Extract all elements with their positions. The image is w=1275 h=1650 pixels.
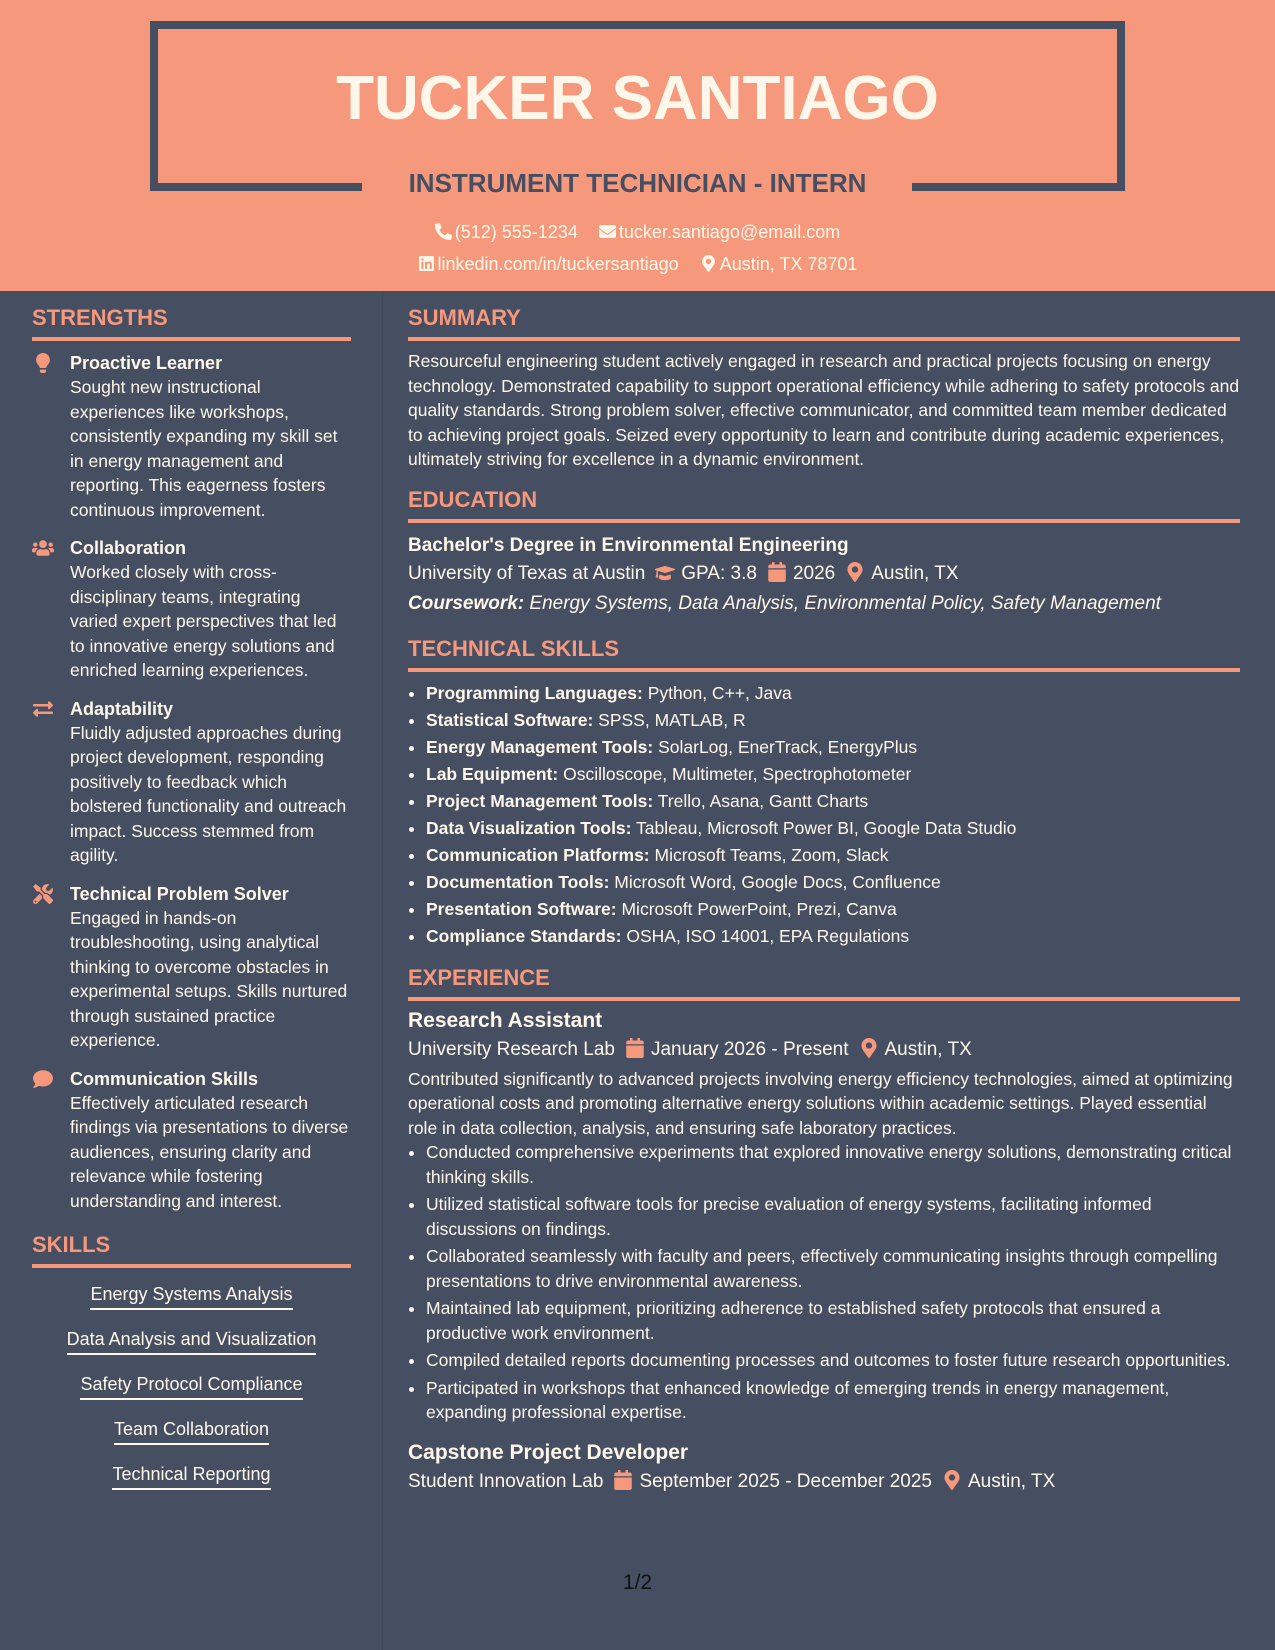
contact-row-1 xyxy=(0,220,1275,244)
technical-skill-item xyxy=(426,788,1240,815)
skill-values: Microsoft PowerPoint, Prezi, Canva xyxy=(621,898,897,919)
strength-item xyxy=(32,882,351,1053)
experience-heading: EXPERIENCE xyxy=(408,964,1240,1001)
contact-row-2 xyxy=(0,252,1275,276)
job-bullet: • Compiled detailed reports documenting processes and outcomes to foster future research opportunities. xyxy=(426,1348,1240,1373)
skill-values: Microsoft Word, Google Docs, Confluence xyxy=(614,871,941,892)
summary-heading: SUMMARY xyxy=(408,304,1240,341)
right-column xyxy=(408,304,1240,1497)
calendar-icon xyxy=(625,1038,645,1058)
technical-skills-heading: TECHNICAL SKILLS xyxy=(408,635,1240,672)
graduation-cap-icon xyxy=(655,562,675,582)
skill-category: Statistical Software: xyxy=(426,709,594,730)
skill-category: Programming Languages: xyxy=(426,682,643,703)
experience-entry xyxy=(408,1439,1240,1497)
job-bullet: • Participated in workshops that enhanced knowledge of emerging trends in energy management, expanding professional expertise. xyxy=(426,1376,1240,1425)
skill-item: Energy Systems Analysis xyxy=(90,1282,292,1310)
phone-icon xyxy=(435,223,452,240)
strength-item xyxy=(32,351,351,522)
job-location: Austin, TX xyxy=(968,1470,1056,1492)
school-name: University of Texas at Austin xyxy=(408,562,646,584)
coursework-text: Energy Systems, Data Analysis, Environmental Policy, Safety Management xyxy=(529,592,1161,614)
technical-skill-item xyxy=(426,896,1240,923)
job-dates: September 2025 - December 2025 xyxy=(639,1470,932,1492)
skill-category: Presentation Software: xyxy=(426,898,617,919)
job-location: Austin, TX xyxy=(884,1038,972,1060)
linkedin-contact[interactable] xyxy=(418,252,679,276)
map-pin-icon xyxy=(942,1470,962,1490)
job-dates: January 2026 - Present xyxy=(650,1038,849,1060)
tools-icon xyxy=(32,884,54,904)
calendar-icon xyxy=(613,1470,633,1490)
strength-description: Effectively articulated research findings via presentations to diverse audiences, ensuring clarity and relevance while fostering understanding and interest. xyxy=(70,1092,349,1211)
technical-skill-item xyxy=(426,815,1240,842)
candidate-name: TUCKER SANTIAGO xyxy=(336,64,939,133)
technical-skill-item xyxy=(426,923,1240,950)
skill-category: Project Management Tools: xyxy=(426,790,654,811)
strength-description: Sought new instructional experiences like workshops, consistently expanding my skill set in energy management and reporting. This eagerness fosters continuous improvement. xyxy=(70,377,338,520)
coursework-line xyxy=(408,589,1240,619)
summary-text: Resourceful engineering student actively engaged in research and practical projects focusing on energy technology. Demonstrated capability to support operational efficiency while adhering to safety protocols and quality standards. Strong problem solver, effective communicator, and committed team member dedicated to achieving project goals. Seized every opportunity to learn and contribute during academic experiences, ultimately striving for excellence in a dynamic environment. xyxy=(408,351,1240,469)
skill-category: Lab Equipment: xyxy=(426,763,559,784)
graduation-year: 2026 xyxy=(792,562,836,584)
skill-item: Technical Reporting xyxy=(112,1462,270,1490)
strengths-heading: STRENGTHS xyxy=(32,304,351,341)
email-text: tucker.santiago@email.com xyxy=(618,222,841,242)
strength-description: Fluidly adjusted approaches during project development, responding positively to feedback which bolstered functionality and outreach impact. Success stemmed from agility. xyxy=(70,722,347,865)
speech-bubble-icon xyxy=(32,1069,54,1089)
skill-item: Safety Protocol Compliance xyxy=(80,1372,302,1400)
strength-title: Adaptability xyxy=(70,698,174,719)
linkedin-icon xyxy=(418,255,435,272)
job-bullets xyxy=(408,1140,1240,1425)
skill-values: Trello, Asana, Gantt Charts xyxy=(657,790,869,811)
skill-values: Python, C++, Java xyxy=(647,682,792,703)
left-column xyxy=(32,304,351,1507)
education-entry xyxy=(408,533,1240,619)
job-bullet: • Utilized statistical software tools for precise evaluation of energy systems, facilitating informed discussions on findings. xyxy=(426,1192,1240,1241)
experience-entry xyxy=(408,1007,1240,1425)
job-organization: Student Innovation Lab xyxy=(408,1470,604,1492)
skill-values: SolarLog, EnerTrack, EnergyPlus xyxy=(658,736,918,757)
technical-skills-list xyxy=(408,680,1240,950)
technical-skill-item xyxy=(426,842,1240,869)
linkedin-text: linkedin.com/in/tuckersantiago xyxy=(437,254,679,274)
job-description: Contributed significantly to advanced projects involving energy efficiency technologies, aimed at optimizing operational costs and promoting alternative energy solutions within academic settings. Played essential role in data collection, analysis, and ensuring safe laboratory practices. xyxy=(408,1068,1233,1138)
location-contact xyxy=(700,252,858,276)
users-icon xyxy=(32,538,54,558)
job-meta xyxy=(408,1467,1240,1497)
phone-contact[interactable] xyxy=(435,220,578,244)
strength-description: Worked closely with cross-disciplinary teams, integrating varied expert perspectives that led to innovative energy solutions and enriched learning experiences. xyxy=(70,562,337,680)
strengths-list xyxy=(32,351,351,1213)
map-pin-icon xyxy=(700,255,717,272)
skills-list xyxy=(32,1282,351,1507)
skill-values: SPSS, MATLAB, R xyxy=(598,709,746,730)
skill-values: Oscilloscope, Multimeter, Spectrophotometer xyxy=(563,763,912,784)
technical-skill-item xyxy=(426,869,1240,896)
resume-header xyxy=(0,0,1275,291)
skill-item: Team Collaboration xyxy=(114,1417,269,1445)
strength-item xyxy=(32,1067,351,1214)
education-location: Austin, TX xyxy=(871,562,959,584)
strength-title: Collaboration xyxy=(70,538,186,558)
job-organization: University Research Lab xyxy=(408,1038,615,1060)
envelope-icon xyxy=(599,223,616,240)
column-divider xyxy=(382,291,383,1650)
skill-category: Documentation Tools: xyxy=(426,871,610,892)
job-role: Capstone Project Developer xyxy=(408,1440,689,1464)
phone-text: (512) 555-1234 xyxy=(454,222,578,242)
skill-category: Compliance Standards: xyxy=(426,925,622,946)
skill-category: Energy Management Tools: xyxy=(426,736,654,757)
skill-category: Communication Platforms: xyxy=(426,844,650,865)
skill-category: Data Visualization Tools: xyxy=(426,817,632,838)
education-meta xyxy=(408,559,1240,589)
job-bullet: • Collaborated seamlessly with faculty and peers, effectively communicating insights through compelling presentations to drive environmental awareness. xyxy=(426,1244,1240,1293)
strength-item xyxy=(32,697,351,868)
strength-title: Technical Problem Solver xyxy=(70,883,289,904)
job-title: INSTRUMENT TECHNICIAN - INTERN xyxy=(408,168,867,198)
gpa-text: GPA: 3.8 xyxy=(681,562,757,584)
page-number: 1/2 xyxy=(622,1571,653,1594)
skill-values: Microsoft Teams, Zoom, Slack xyxy=(654,844,889,865)
job-meta xyxy=(408,1035,1240,1065)
job-bullet: • Conducted comprehensive experiments that explored innovative energy solutions, demonstrating critical thinking skills. xyxy=(426,1140,1240,1189)
job-role: Research Assistant xyxy=(408,1008,603,1032)
technical-skill-item xyxy=(426,680,1240,707)
email-contact[interactable] xyxy=(599,220,840,244)
strength-description: Engaged in hands-on troubleshooting, using analytical thinking to overcome obstacles in experimental setups. Skills nurtured through sustained practice experience. xyxy=(70,907,348,1050)
exchange-arrows-icon xyxy=(32,699,54,719)
calendar-icon xyxy=(767,562,787,582)
lightbulb-icon xyxy=(32,353,54,373)
strength-title: Proactive Learner xyxy=(70,353,223,373)
map-pin-icon xyxy=(845,562,865,582)
skill-values: OSHA, ISO 14001, EPA Regulations xyxy=(626,925,910,946)
strength-title: Communication Skills xyxy=(70,1068,259,1089)
degree-title: Bachelor's Degree in Environmental Engineering xyxy=(408,534,849,556)
skill-item: Data Analysis and Visualization xyxy=(67,1327,317,1355)
strength-item xyxy=(32,536,351,683)
skill-values: Tableau, Microsoft Power BI, Google Data Studio xyxy=(636,817,1017,838)
coursework-label: Coursework: xyxy=(408,592,525,614)
map-pin-icon xyxy=(859,1038,879,1058)
technical-skill-item xyxy=(426,707,1240,734)
technical-skill-item xyxy=(426,761,1240,788)
skills-heading: SKILLS xyxy=(32,1231,351,1268)
location-text: Austin, TX 78701 xyxy=(719,254,858,274)
technical-skill-item xyxy=(426,734,1240,761)
job-bullet: • Maintained lab equipment, prioritizing adherence to established safety protocols that ensured a productive work environment. xyxy=(426,1296,1240,1345)
education-heading: EDUCATION xyxy=(408,486,1240,523)
